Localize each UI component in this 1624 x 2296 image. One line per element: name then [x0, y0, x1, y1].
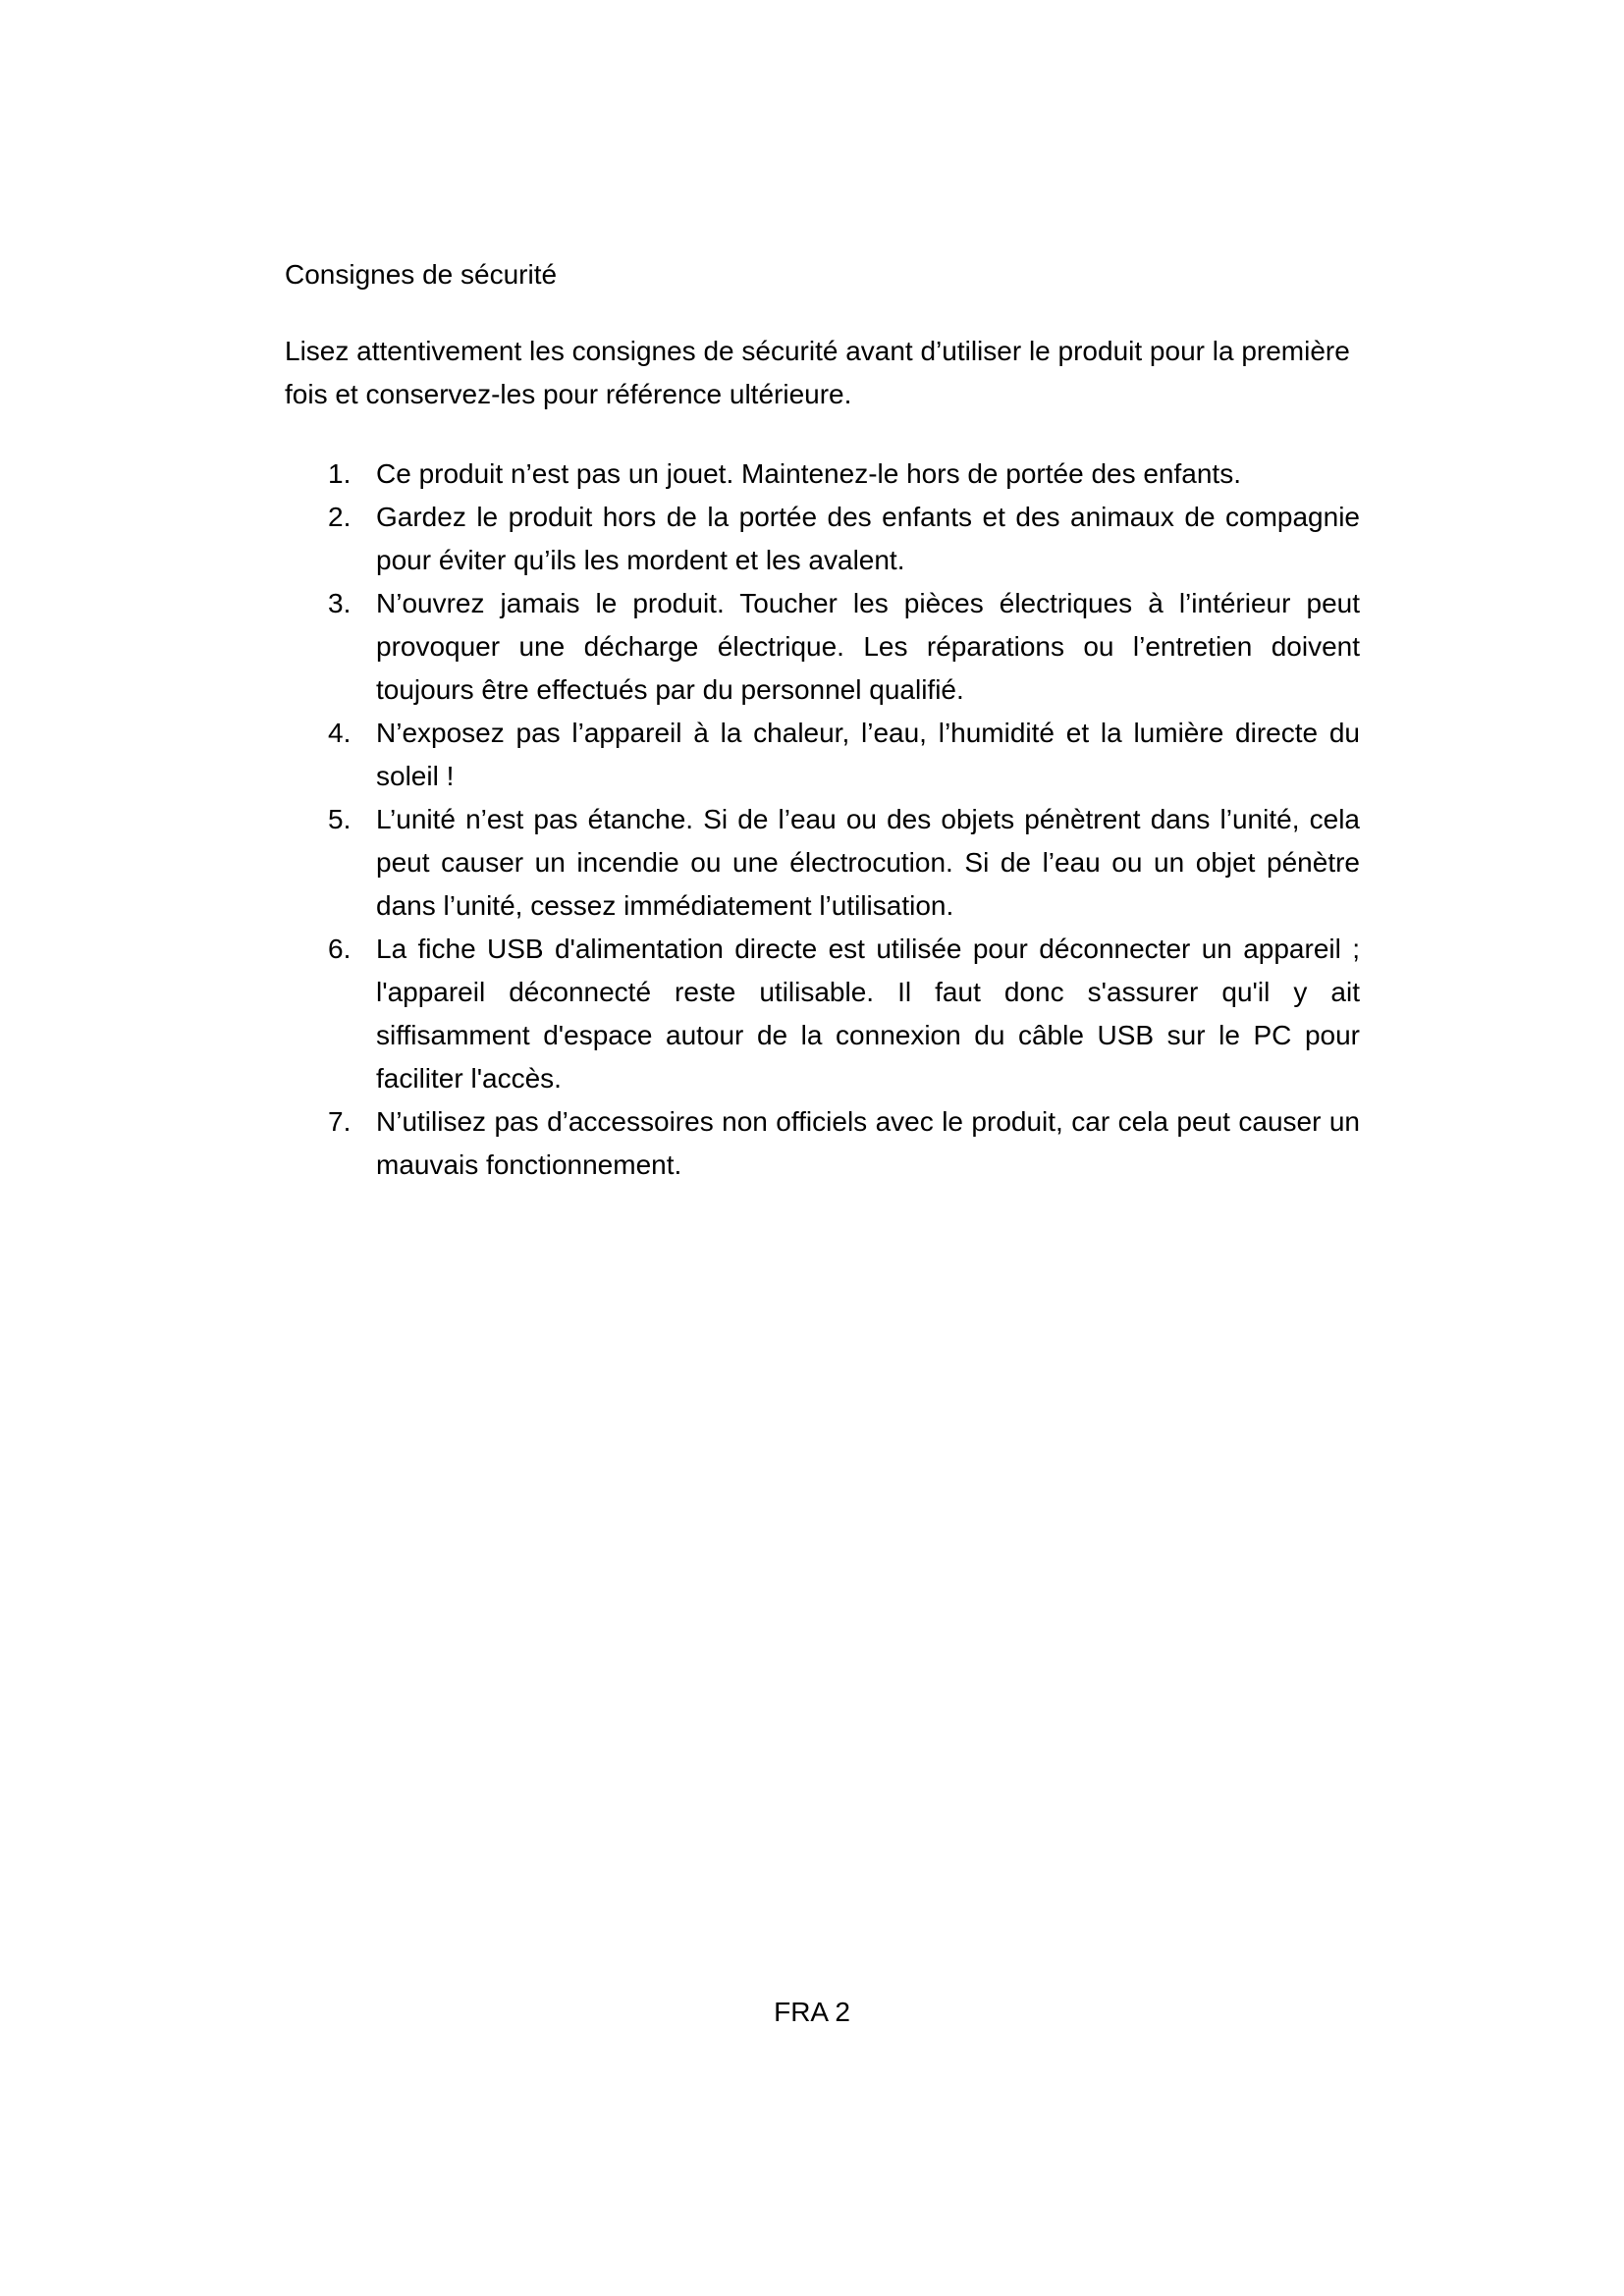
- list-item-number: 7.: [328, 1106, 352, 1137]
- intro-paragraph: Lisez attentivement les consignes de sécurité avant d’utiliser le produit pour la première fois et conservez-les pour référence ultérieure.: [285, 336, 1350, 409]
- list-item: [285, 712, 1360, 798]
- list-item-text: La fiche USB d'alimentation directe est utilisée pour déconnecter un appareil ; l'appareil déconnecté reste utilisable. Il faut donc s'assurer qu'il y ait siffisamment d'espace autour de la connexion du câble USB sur le PC pour faciliter l'accès.: [376, 934, 1360, 1094]
- list-item: [285, 1100, 1360, 1187]
- document-content: [285, 253, 1360, 1187]
- list-item-number: 1.: [328, 458, 352, 489]
- list-item: [285, 928, 1360, 1100]
- list-item-text: Ce produit n’est pas un jouet. Maintenez-le hors de portée des enfants.: [376, 458, 1241, 489]
- list-item: [285, 453, 1360, 496]
- list-item-number: 6.: [328, 934, 352, 964]
- list-item-text: N’utilisez pas d’accessoires non officiels avec le produit, car cela peut causer un mauvais fonctionnement.: [376, 1106, 1360, 1180]
- list-item-number: 3.: [328, 588, 352, 618]
- section-title: Consignes de sécurité: [285, 259, 558, 290]
- list-item-text: N’exposez pas l’appareil à la chaleur, l’eau, l’humidité et la lumière directe du soleil !: [376, 718, 1360, 791]
- safety-instructions-list: [285, 453, 1360, 1187]
- list-item-number: 5.: [328, 804, 352, 834]
- list-item-text: N’ouvrez jamais le produit. Toucher les pièces électriques à l’intérieur peut provoquer une décharge électrique. Les réparations ou l’entretien doivent toujours être effectués par du personnel qualifié.: [376, 588, 1360, 705]
- list-item-number: 4.: [328, 718, 352, 748]
- list-item-text: L’unité n’est pas étanche. Si de l’eau ou des objets pénètrent dans l’unité, cela peut causer un incendie ou une électrocution. Si de l’eau ou un objet pénètre dans l’unité, cessez immédiatement l’utilisation.: [376, 804, 1360, 921]
- list-item: [285, 798, 1360, 928]
- list-item: [285, 496, 1360, 582]
- list-item: [285, 582, 1360, 712]
- list-item-text: Gardez le produit hors de la portée des enfants et des animaux de compagnie pour éviter qu’ils les mordent et les avalent.: [376, 502, 1360, 575]
- page-footer: FRA 2: [774, 1997, 850, 2027]
- list-item-number: 2.: [328, 502, 352, 532]
